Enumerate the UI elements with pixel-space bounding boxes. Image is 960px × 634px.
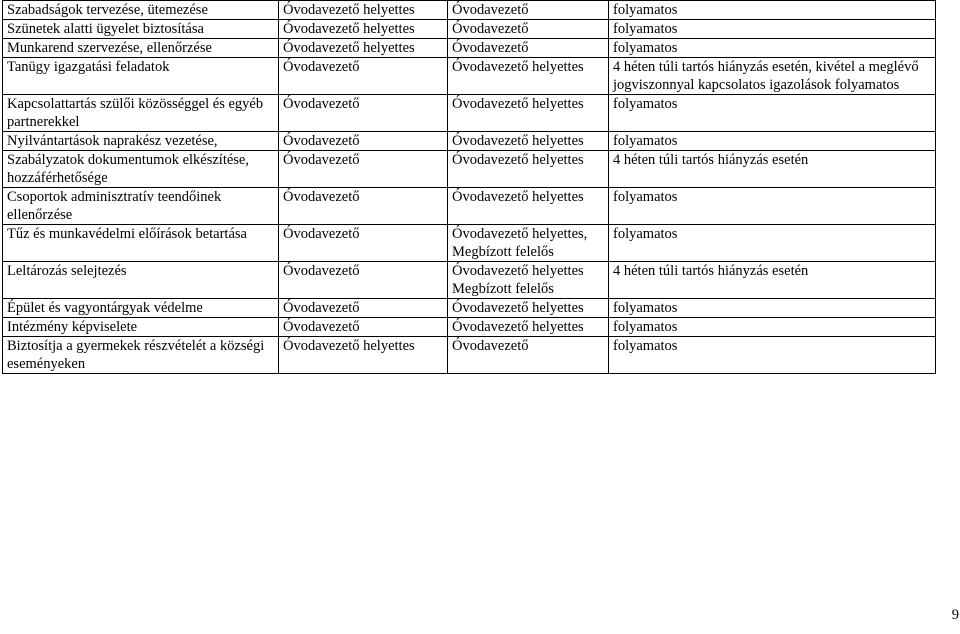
deputy-cell: Óvodavezető helyettes (448, 95, 609, 132)
responsible-cell: Óvodavezető (279, 299, 448, 318)
table-row (3, 225, 936, 262)
table-row (3, 132, 936, 151)
timing-cell: 4 héten túli tartós hiányzás esetén (609, 151, 936, 188)
responsible-cell: Óvodavezető (279, 132, 448, 151)
responsible-cell: Óvodavezető helyettes (279, 20, 448, 39)
deputy-cell: Óvodavezető helyettes Megbízott felelős (448, 262, 609, 299)
table-row (3, 262, 936, 299)
timing-cell: folyamatos (609, 225, 936, 262)
table-row (3, 188, 936, 225)
task-cell: Tanügy igazgatási feladatok (3, 58, 279, 95)
responsible-cell: Óvodavezető helyettes (279, 39, 448, 58)
responsibility-table (2, 0, 936, 374)
responsible-cell: Óvodavezető (279, 95, 448, 132)
timing-cell: folyamatos (609, 1, 936, 20)
deputy-cell: Óvodavezető (448, 39, 609, 58)
task-cell: Tűz és munkavédelmi előírások betartása (3, 225, 279, 262)
table-row (3, 299, 936, 318)
responsible-cell: Óvodavezető (279, 225, 448, 262)
responsible-cell: Óvodavezető (279, 318, 448, 337)
timing-cell: folyamatos (609, 337, 936, 374)
deputy-cell: Óvodavezető helyettes (448, 318, 609, 337)
deputy-cell: Óvodavezető (448, 20, 609, 39)
task-cell: Szabályzatok dokumentumok elkészítése, hozzáférhetősége (3, 151, 279, 188)
responsible-cell: Óvodavezető helyettes (279, 1, 448, 20)
deputy-cell: Óvodavezető helyettes (448, 188, 609, 225)
deputy-cell: Óvodavezető helyettes (448, 58, 609, 95)
task-cell: Csoportok adminisztratív teendőinek ellenőrzése (3, 188, 279, 225)
task-cell: Nyilvántartások naprakész vezetése, (3, 132, 279, 151)
table-row (3, 318, 936, 337)
timing-cell: folyamatos (609, 188, 936, 225)
deputy-cell: Óvodavezető helyettes (448, 151, 609, 188)
task-cell: Intézmény képviselete (3, 318, 279, 337)
responsible-cell: Óvodavezető (279, 262, 448, 299)
deputy-cell: Óvodavezető helyettes (448, 299, 609, 318)
deputy-cell: Óvodavezető helyettes (448, 132, 609, 151)
page-number: 9 (951, 607, 959, 623)
deputy-cell: Óvodavezető (448, 1, 609, 20)
timing-cell: folyamatos (609, 132, 936, 151)
deputy-cell: Óvodavezető helyettes, Megbízott felelős (448, 225, 609, 262)
responsible-cell: Óvodavezető (279, 188, 448, 225)
timing-cell: folyamatos (609, 20, 936, 39)
timing-cell: folyamatos (609, 95, 936, 132)
table-row (3, 1, 936, 20)
responsible-cell: Óvodavezető (279, 58, 448, 95)
table-row (3, 39, 936, 58)
table-row (3, 151, 936, 188)
responsible-cell: Óvodavezető helyettes (279, 337, 448, 374)
task-cell: Leltározás selejtezés (3, 262, 279, 299)
task-cell: Biztosítja a gyermekek részvételét a községi eseményeken (3, 337, 279, 374)
table-row (3, 95, 936, 132)
timing-cell: folyamatos (609, 299, 936, 318)
task-cell: Épület és vagyontárgyak védelme (3, 299, 279, 318)
timing-cell: folyamatos (609, 318, 936, 337)
responsible-cell: Óvodavezető (279, 151, 448, 188)
table-row (3, 337, 936, 374)
table-row (3, 20, 936, 39)
task-cell: Szünetek alatti ügyelet biztosítása (3, 20, 279, 39)
table-row (3, 58, 936, 95)
timing-cell: 4 héten túli tartós hiányzás esetén, kivétel a meglévő jogviszonnyal kapcsolatos igazolások folyamatos (609, 58, 936, 95)
task-cell: Munkarend szervezése, ellenőrzése (3, 39, 279, 58)
task-cell: Szabadságok tervezése, ütemezése (3, 1, 279, 20)
task-cell: Kapcsolattartás szülői közösséggel és egyéb partnerekkel (3, 95, 279, 132)
deputy-cell: Óvodavezető (448, 337, 609, 374)
timing-cell: 4 héten túli tartós hiányzás esetén (609, 262, 936, 299)
timing-cell: folyamatos (609, 39, 936, 58)
